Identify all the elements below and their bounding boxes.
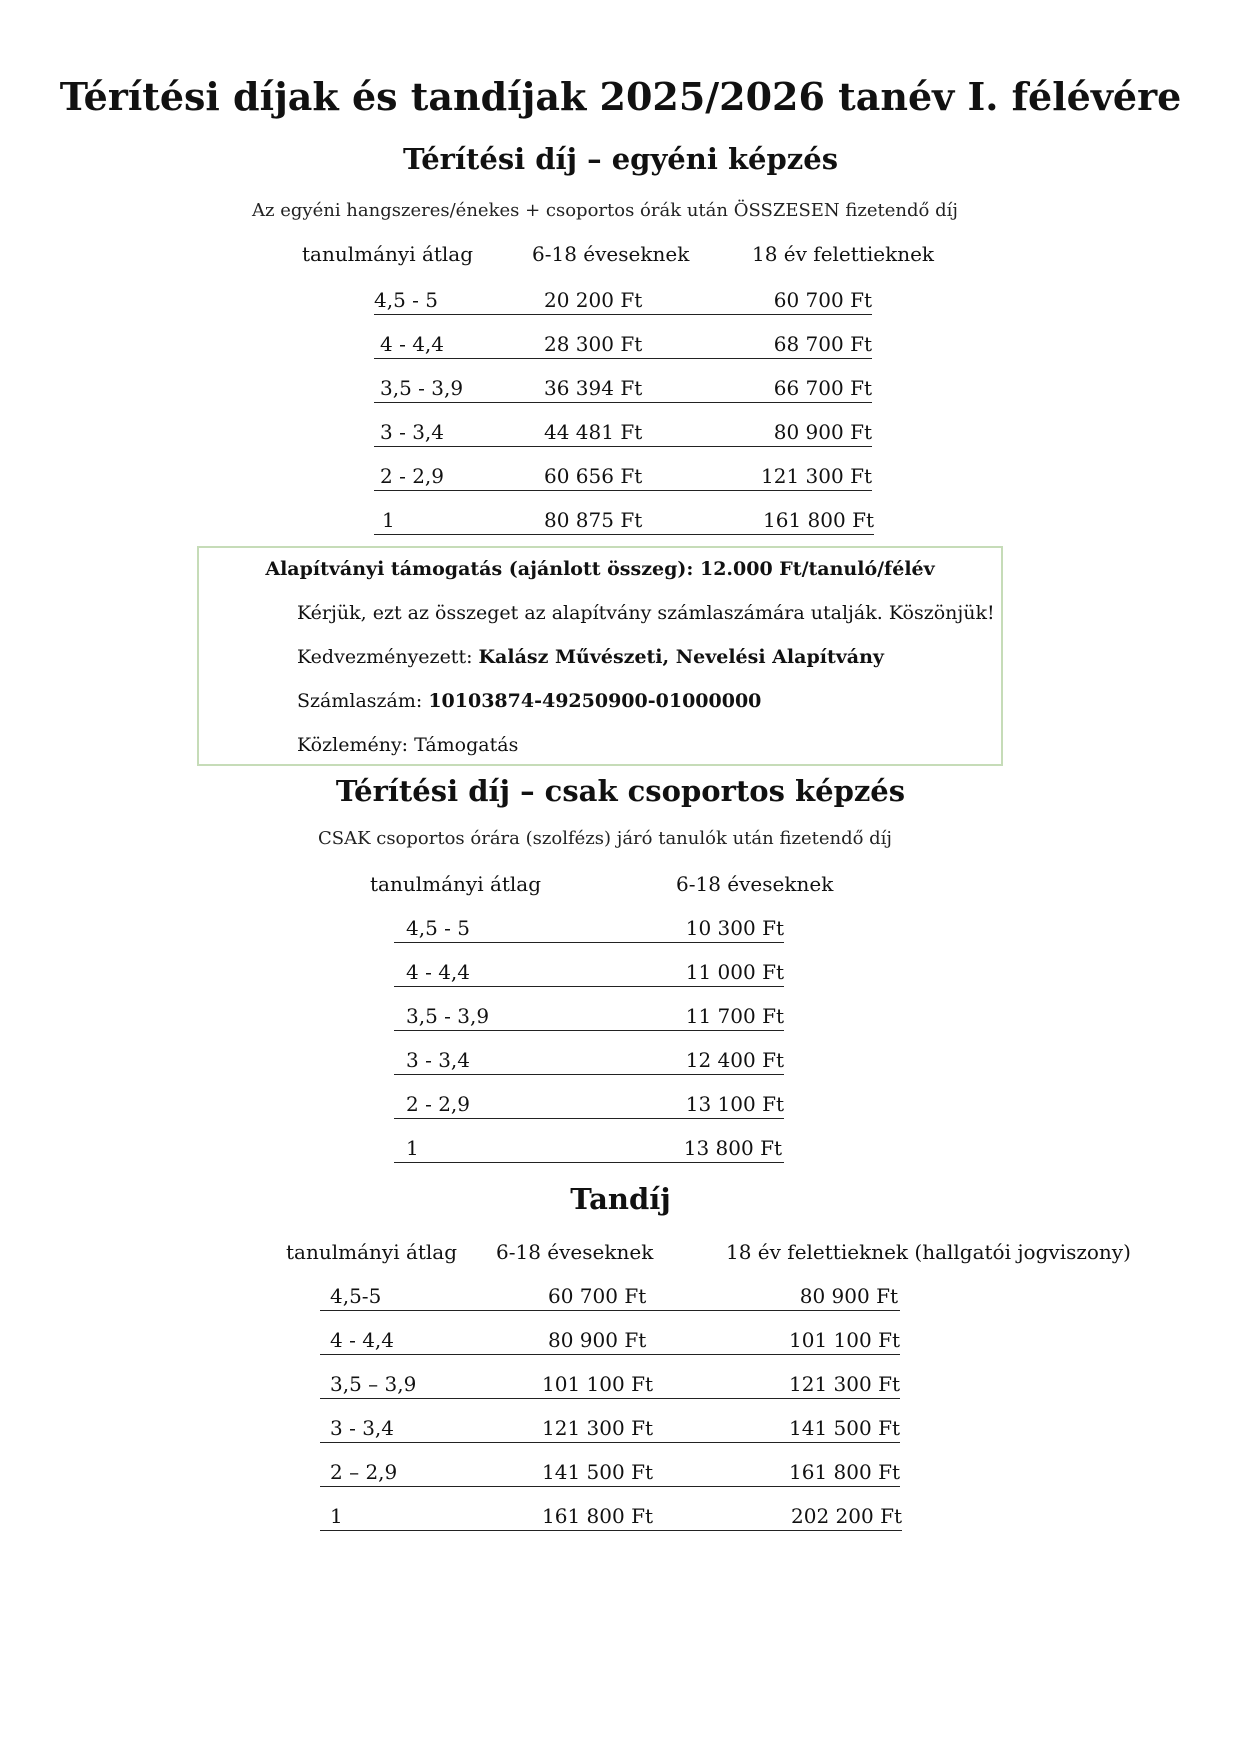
row-average: 3 - 3,4	[380, 420, 445, 444]
group-col-average: tanulmányi átlag	[370, 872, 542, 896]
row-average: 2 - 2,9	[406, 1092, 471, 1116]
row-average: 2 – 2,9	[330, 1460, 398, 1484]
tuition-row	[320, 1326, 900, 1355]
row-average: 3,5 - 3,9	[380, 376, 464, 400]
row-fee-young: 10 300 Ft	[685, 916, 784, 940]
foundation-note	[297, 734, 518, 756]
note-value: Támogatás	[414, 734, 519, 756]
row-average: 2 - 2,9	[380, 464, 445, 488]
tuition-col-adult: 18 év felettieknek (hallgatói jogviszony)	[726, 1240, 1131, 1264]
individual-row	[374, 330, 872, 359]
tuition-row	[320, 1282, 900, 1311]
row-fee-young: 12 400 Ft	[685, 1048, 784, 1072]
row-fee-young: 36 394 Ft	[544, 376, 643, 400]
individual-col-adult: 18 év felettieknek	[752, 242, 935, 266]
row-fee-young: 101 100 Ft	[542, 1372, 653, 1396]
row-fee-young: 80 900 Ft	[548, 1328, 647, 1352]
individual-row	[374, 374, 872, 403]
individual-row	[374, 462, 872, 491]
row-fee-young: 80 875 Ft	[544, 508, 643, 532]
foundation-support-box	[197, 546, 1003, 766]
tuition-col-average: tanulmányi átlag	[286, 1240, 458, 1264]
row-fee-adult: 121 300 Ft	[761, 464, 872, 488]
row-average: 1	[382, 508, 395, 532]
foundation-beneficiary	[297, 646, 884, 668]
beneficiary-label: Kedvezményezett:	[297, 646, 479, 668]
row-fee-young: 141 500 Ft	[542, 1460, 653, 1484]
row-fee-adult: 161 800 Ft	[763, 508, 874, 532]
row-fee-adult: 80 900 Ft	[773, 420, 872, 444]
row-fee-young: 161 800 Ft	[542, 1504, 653, 1528]
row-fee-adult: 121 300 Ft	[789, 1372, 900, 1396]
row-fee-young: 60 656 Ft	[544, 464, 643, 488]
group-row	[394, 1046, 784, 1075]
foundation-headline: Alapítványi támogatás (ajánlott összeg): 12.000 Ft/tanuló/félév	[265, 558, 935, 580]
row-fee-young: 11 000 Ft	[685, 960, 784, 984]
row-fee-young: 44 481 Ft	[544, 420, 643, 444]
group-row	[394, 1134, 784, 1163]
row-fee-adult: 66 700 Ft	[773, 376, 872, 400]
tuition-row	[320, 1502, 902, 1531]
account-label: Számlaszám:	[297, 690, 429, 712]
individual-col-average: tanulmányi átlag	[302, 242, 474, 266]
row-fee-adult: 101 100 Ft	[789, 1328, 900, 1352]
note-label: Közlemény:	[297, 734, 415, 756]
individual-row	[374, 286, 872, 315]
individual-heading: Térítési díj – egyéni képzés	[402, 142, 839, 176]
row-fee-adult: 161 800 Ft	[789, 1460, 900, 1484]
tuition-col-young: 6-18 éveseknek	[496, 1240, 654, 1264]
row-average: 4 - 4,4	[406, 960, 471, 984]
foundation-request: Kérjük, ezt az összeget az alapítvány számlaszámára utalják. Köszönjük!	[297, 602, 995, 624]
row-fee-young: 11 700 Ft	[685, 1004, 784, 1028]
group-row	[394, 1090, 784, 1119]
tuition-heading: Tandíj	[570, 1182, 671, 1216]
page-title: Térítési díjak és tandíjak 2025/2026 tanév I. félévére	[59, 74, 1182, 119]
beneficiary-value: Kalász Művészeti, Nevelési Alapítvány	[478, 646, 884, 668]
row-fee-adult: 80 900 Ft	[799, 1284, 898, 1308]
row-average: 3 - 3,4	[406, 1048, 471, 1072]
row-average: 4,5 - 5	[374, 288, 439, 312]
row-average: 1	[330, 1504, 343, 1528]
group-col-young: 6-18 éveseknek	[676, 872, 834, 896]
row-fee-young: 28 300 Ft	[544, 332, 643, 356]
row-fee-adult: 68 700 Ft	[773, 332, 872, 356]
tuition-row	[320, 1414, 900, 1443]
individual-row	[374, 506, 874, 535]
row-average: 1	[406, 1136, 419, 1160]
individual-row	[374, 418, 872, 447]
row-average: 4,5-5	[330, 1284, 382, 1308]
tuition-row	[320, 1370, 900, 1399]
row-average: 3,5 – 3,9	[330, 1372, 417, 1396]
row-fee-adult: 202 200 Ft	[791, 1504, 902, 1528]
row-fee-young: 20 200 Ft	[544, 288, 643, 312]
row-fee-adult: 60 700 Ft	[773, 288, 872, 312]
row-fee-young: 121 300 Ft	[542, 1416, 653, 1440]
account-number: 10103874-49250900-01000000	[428, 690, 762, 712]
row-fee-adult: 141 500 Ft	[789, 1416, 900, 1440]
group-heading: Térítési díj – csak csoportos képzés	[335, 774, 906, 808]
row-average: 3,5 - 3,9	[406, 1004, 490, 1028]
row-fee-young: 60 700 Ft	[548, 1284, 647, 1308]
individual-col-young: 6-18 éveseknek	[532, 242, 690, 266]
row-average: 4,5 - 5	[406, 916, 471, 940]
row-fee-young: 13 100 Ft	[685, 1092, 784, 1116]
group-row	[394, 914, 784, 943]
group-subtitle: CSAK csoportos órára (szolfézs) járó tanulók után fizetendő díj	[317, 828, 893, 849]
foundation-account	[297, 690, 761, 712]
row-fee-young: 13 800 Ft	[683, 1136, 782, 1160]
row-average: 4 - 4,4	[380, 332, 445, 356]
group-row	[394, 1002, 784, 1031]
row-average: 4 - 4,4	[330, 1328, 395, 1352]
row-average: 3 - 3,4	[330, 1416, 395, 1440]
individual-subtitle: Az egyéni hangszeres/énekes + csoportos órák után ÖSSZESEN fizetendő díj	[252, 200, 958, 221]
tuition-row	[320, 1458, 900, 1487]
group-row	[394, 958, 784, 987]
